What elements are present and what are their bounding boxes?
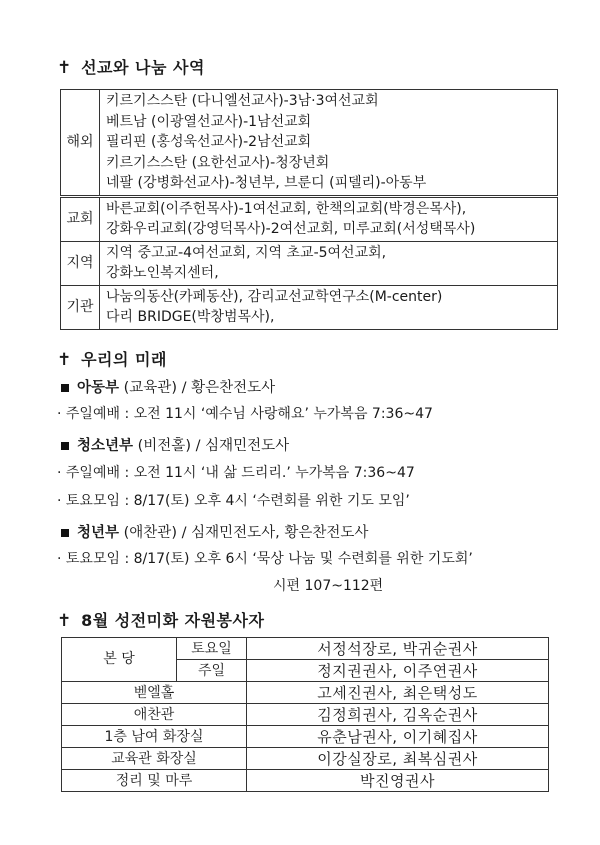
mission-row-church — [61, 196, 558, 241]
mission-line: 바른교회(이주헌목사)-1여선교회, 한책의교회(박경은목사), — [106, 200, 467, 217]
mission-line: 강화우리교회(강영덕목사)-2여선교회, 미루교회(서성택목사) — [106, 221, 476, 237]
mission-line: 강화노인복지센터, — [106, 265, 219, 281]
names-cell: 서정석장로, 박귀순권사 — [247, 638, 549, 660]
future-section-title — [57, 347, 167, 370]
mission-label: 교회 — [61, 196, 100, 241]
names-cell: 고세진권사, 최은택성도 — [247, 682, 549, 704]
mission-title-text: 선교와 나눔 사역 — [81, 58, 205, 77]
youth-item: · 토요모임 : 8/17(토) 오후 4시 ‘수련회를 위한 기도 모임’ — [57, 493, 410, 509]
place-cell: 교육관 화장실 — [62, 748, 247, 770]
mission-label: 해외 — [61, 90, 100, 197]
mission-label: 기관 — [61, 285, 100, 329]
cross-icon: ✝ — [57, 350, 72, 370]
square-bullet-icon — [61, 384, 69, 392]
volunteer-table — [61, 637, 549, 792]
square-bullet-icon — [61, 442, 69, 450]
dept-name: 아동부 — [77, 380, 120, 396]
names-cell: 이강실장로, 최복심권사 — [247, 748, 549, 770]
dept-detail: (비전홀) / 심재민전도사 — [137, 438, 290, 454]
young-adults-item: · 토요모임 : 8/17(토) 오후 6시 ‘묵상 나눔 및 수련회를 위한 기도회’ — [57, 551, 473, 567]
mission-line: 네팔 (강병화선교사)-청년부, 브룬디 (피델리)-아동부 — [106, 175, 427, 191]
volunteers-section-title — [57, 608, 264, 631]
future-title-text: 우리의 미래 — [81, 350, 167, 369]
cross-icon: ✝ — [57, 58, 72, 78]
youth-item: · 주일예배 : 오전 11시 ‘내 삶 드리리.’ 누가복음 7:36~47 — [57, 465, 415, 481]
children-item: · 주일예배 : 오전 11시 ‘예수님 사랑해요’ 누가복음 7:36~47 — [57, 406, 433, 422]
young-adults-note: 시편 107~112편 — [273, 578, 384, 594]
place-cell: 주일 — [177, 660, 247, 682]
mission-line: 다리 BRIDGE(박창범목사), — [106, 309, 275, 325]
mission-line: 필리핀 (홍성욱선교사)-2남선교회 — [106, 134, 312, 150]
table-row — [62, 726, 549, 748]
table-row — [62, 770, 549, 792]
mission-row-institution — [61, 285, 558, 329]
mission-line: 키르기스스탄 (다니엘선교사)-3남·3여선교회 — [106, 93, 379, 109]
dept-name: 청년부 — [77, 525, 120, 541]
mission-row-overseas — [61, 90, 558, 197]
place-cell: 벧엘홀 — [62, 682, 247, 704]
table-row — [62, 638, 549, 660]
mission-line: 나눔의동산(카페동산), 감리교선교학연구소(M-center) — [106, 288, 443, 305]
youth-dept-heading — [57, 434, 289, 455]
table-row — [62, 682, 549, 704]
mission-label: 지역 — [61, 241, 100, 285]
cross-icon: ✝ — [57, 611, 72, 631]
dept-detail: (교육관) / 황은찬전도사 — [123, 380, 276, 396]
table-row — [62, 748, 549, 770]
dept-detail: (애찬관) / 심재민전도사, 황은찬전도사 — [123, 525, 369, 541]
place-cell: 1층 남여 화장실 — [62, 726, 247, 748]
place-cell: 토요일 — [177, 638, 247, 660]
table-row — [62, 704, 549, 726]
mission-line: 키르기스스탄 (요한선교사)-청장년회 — [106, 154, 330, 171]
square-bullet-icon — [61, 529, 69, 537]
dept-name: 청소년부 — [77, 438, 134, 454]
mission-line: 베트남 (이광열선교사)-1남선교회 — [106, 113, 312, 130]
mission-table — [60, 89, 558, 330]
young-adults-dept-heading — [57, 521, 368, 542]
names-cell: 정지권권사, 이주연권사 — [247, 660, 549, 682]
sanctuary-label: 본 당 — [62, 638, 177, 682]
mission-content — [100, 241, 558, 285]
names-cell: 유춘남권사, 이기혜집사 — [247, 726, 549, 748]
names-cell: 김정희권사, 김옥순권사 — [247, 704, 549, 726]
mission-content — [100, 285, 558, 329]
mission-content — [100, 90, 558, 197]
names-cell: 박진영권사 — [247, 770, 549, 792]
volunteers-title-text: 8월 성전미화 자원봉사자 — [81, 611, 265, 630]
mission-content — [100, 196, 558, 241]
mission-section-title — [57, 55, 205, 78]
children-dept-heading — [57, 376, 275, 397]
place-cell: 애찬관 — [62, 704, 247, 726]
mission-line: 지역 중고교-4여선교회, 지역 초교-5여선교회, — [106, 244, 387, 261]
mission-row-region — [61, 241, 558, 285]
place-cell: 정리 및 마루 — [62, 770, 247, 792]
